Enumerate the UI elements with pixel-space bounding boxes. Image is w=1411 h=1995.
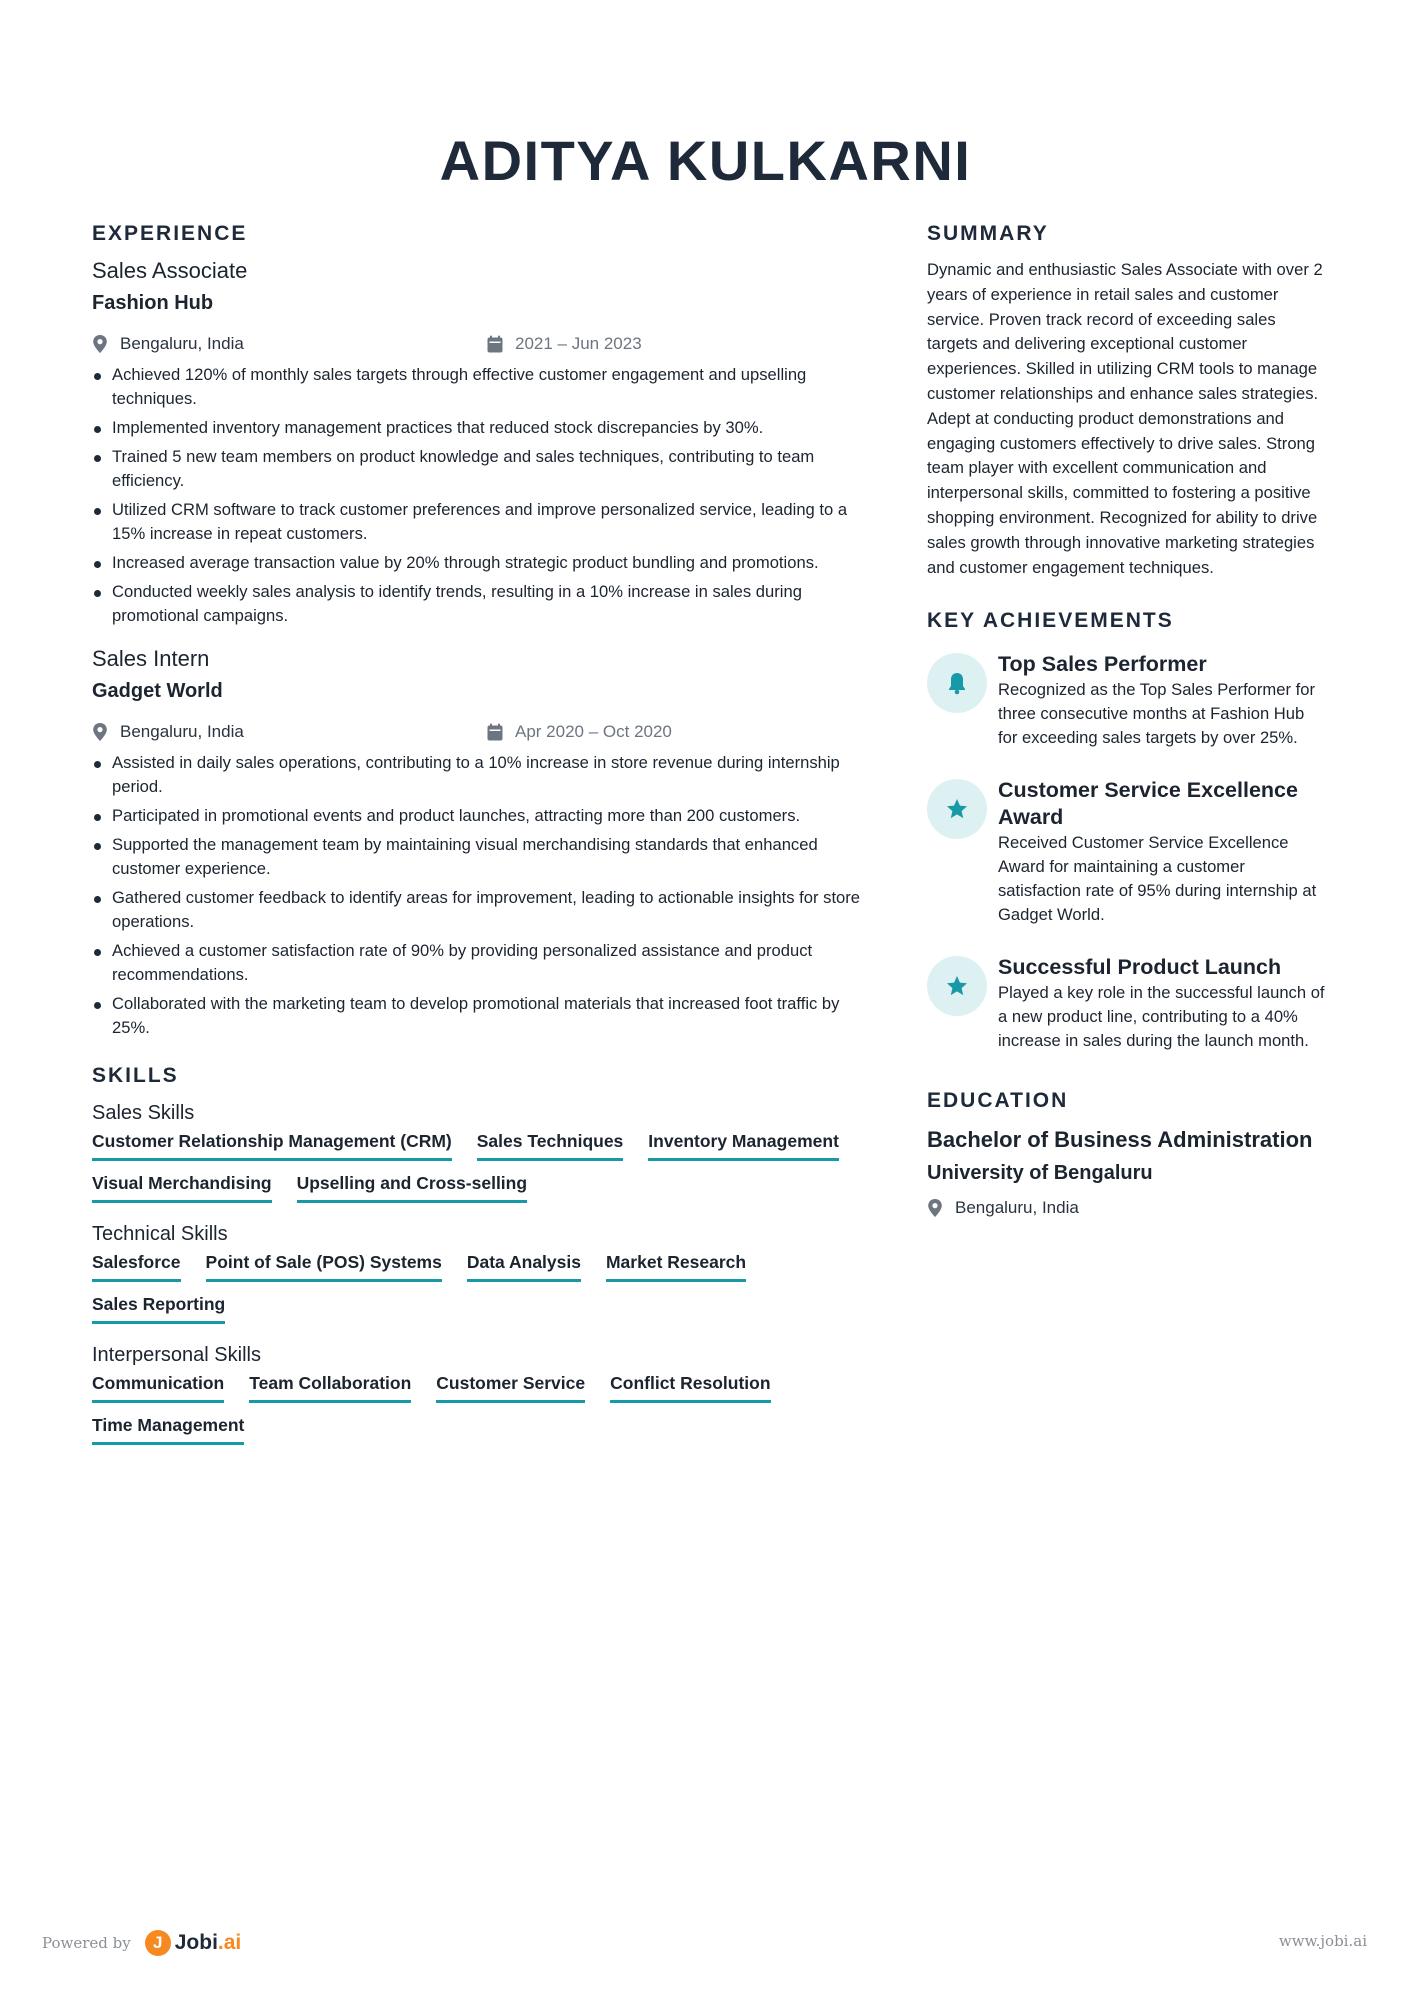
achievements-heading: KEY ACHIEVEMENTS (927, 609, 1174, 633)
company-name: Gadget World (92, 680, 223, 702)
skill-tag: Communication (92, 1371, 224, 1403)
job-bullet-text: Collaborated with the marketing team to develop promotional materials that increased foot traffic by 25%. (112, 994, 840, 1037)
bullet-dot-icon (94, 949, 101, 956)
skill-tag-list (92, 1129, 862, 1203)
right-column (927, 222, 1327, 1219)
jobi-logo-text (175, 1931, 242, 1955)
skill-tag: Inventory Management (648, 1129, 839, 1161)
job-location: Bengaluru, India (120, 722, 244, 741)
bell-icon (927, 653, 987, 713)
bullet-dot-icon (94, 426, 101, 433)
achievement-item (927, 954, 1327, 1053)
job-bullet (92, 445, 862, 493)
skill-tag: Team Collaboration (249, 1371, 411, 1403)
jobi-logo[interactable] (145, 1930, 242, 1956)
experience-list (92, 258, 862, 1040)
job-bullet (92, 498, 862, 546)
job-meta-row (92, 333, 862, 355)
education-location-row (927, 1197, 1327, 1219)
education-location: Bengaluru, India (955, 1198, 1079, 1218)
skill-tag: Customer Service (436, 1371, 585, 1403)
bullet-dot-icon (94, 590, 101, 597)
candidate-name: ADITYA KULKARNI (439, 129, 972, 192)
job-bullet-text: Trained 5 new team members on product knowledge and sales techniques, contributing to team efficiency. (112, 447, 815, 490)
powered-by (42, 1930, 241, 1956)
bullet-dot-icon (94, 1002, 101, 1009)
job-dates: Apr 2020 – Oct 2020 (515, 722, 672, 741)
job-date-group (487, 334, 642, 354)
job-bullet (92, 992, 862, 1040)
achievement-body (998, 954, 1327, 1053)
location-pin-icon (927, 1199, 943, 1217)
skills-heading: SKILLS (92, 1064, 179, 1087)
skill-tag: Time Management (92, 1413, 244, 1445)
achievement-title: Top Sales Performer (998, 652, 1207, 677)
job-date-group (487, 722, 672, 742)
experience-heading: EXPERIENCE (92, 222, 248, 245)
job-bullet (92, 580, 862, 628)
job-entry (92, 258, 862, 628)
bullet-dot-icon (94, 814, 101, 821)
achievement-body (998, 651, 1327, 750)
skill-tag: Customer Relationship Management (CRM) (92, 1129, 452, 1161)
bullet-dot-icon (94, 508, 101, 515)
bullet-dot-icon (94, 896, 101, 903)
powered-by-label: Powered by (42, 1934, 131, 1952)
star-icon (927, 779, 987, 839)
skill-tag-list (92, 1250, 862, 1324)
job-bullet (92, 804, 862, 828)
calendar-icon (487, 723, 503, 741)
job-location-group (92, 722, 487, 742)
achievement-title: Customer Service Excellence Award (998, 778, 1298, 830)
achievement-item (927, 651, 1327, 750)
job-bullet-text: Supported the management team by maintaining visual merchandising standards that enhanced customer experience. (112, 835, 818, 878)
skill-tag: Visual Merchandising (92, 1171, 272, 1203)
skill-tag: Point of Sale (POS) Systems (206, 1250, 442, 1282)
jobi-logo-icon: J (145, 1930, 171, 1956)
skill-tag: Sales Reporting (92, 1292, 225, 1324)
skill-tag: Conflict Resolution (610, 1371, 770, 1403)
bullet-dot-icon (94, 373, 101, 380)
skill-tag: Salesforce (92, 1250, 181, 1282)
skill-tag: Market Research (606, 1250, 746, 1282)
job-bullet-text: Achieved a customer satisfaction rate of 90% by providing personalized assistance and product recommendations. (112, 941, 813, 984)
bullet-dot-icon (94, 843, 101, 850)
company-name: Fashion Hub (92, 292, 214, 314)
job-bullet-text: Implemented inventory management practices that reduced stock discrepancies by 30%. (112, 418, 764, 437)
job-entry (92, 646, 862, 1040)
job-dates: 2021 – Jun 2023 (515, 334, 642, 353)
job-bullet-text: Increased average transaction value by 20% through strategic product bundling and promotions. (112, 553, 819, 572)
education-degree: Bachelor of Business Administration (927, 1127, 1313, 1153)
job-bullet-text: Achieved 120% of monthly sales targets through effective customer engagement and upselling techniques. (112, 365, 807, 408)
website-link[interactable]: www.jobi.ai (1278, 1932, 1367, 1950)
bullet-dot-icon (94, 455, 101, 462)
star-icon (927, 956, 987, 1016)
logo-main: Jobi (174, 1931, 218, 1954)
education-school: University of Bengaluru (927, 1162, 1153, 1185)
achievement-description: Played a key role in the successful launch of a new product line, contributing to a 40% increase in sales during the launch month. (998, 983, 1325, 1051)
job-bullet-text: Gathered customer feedback to identify areas for improvement, leading to actionable insights for store operations. (112, 888, 861, 931)
logo-suffix: .ai (217, 1931, 242, 1954)
job-bullet (92, 551, 862, 575)
achievement-description: Recognized as the Top Sales Performer for three consecutive months at Fashion Hub for exceeding sales targets by over 25%. (998, 680, 1315, 748)
job-bullet-text: Assisted in daily sales operations, contributing to a 10% increase in store revenue during internship period. (112, 753, 840, 796)
skill-tag: Sales Techniques (477, 1129, 624, 1161)
bullet-dot-icon (94, 561, 101, 568)
achievement-body (998, 777, 1327, 927)
summary-heading: SUMMARY (927, 222, 1049, 245)
bullet-dot-icon (94, 761, 101, 768)
location-pin-icon (92, 335, 108, 353)
job-bullet (92, 416, 862, 440)
job-location-group (92, 334, 487, 354)
achievements-list (927, 651, 1327, 1053)
skill-groups (92, 1102, 862, 1445)
job-bullet-list (92, 363, 862, 628)
skill-group-title: Interpersonal Skills (92, 1344, 261, 1366)
skill-tag-list (92, 1371, 862, 1445)
left-column (92, 222, 862, 1445)
education-heading: EDUCATION (927, 1089, 1069, 1113)
job-title: Sales Intern (92, 646, 210, 671)
summary-text: Dynamic and enthusiastic Sales Associate with over 2 years of experience in retail sales and customer service. Proven track record of exceeding sales targets and delivering exceptional customer experiences. Skilled in utilizing CRM tools to manage customer relationships and enhance sales strategies. Adept at conducting product demonstrations and engaging customers effectively to drive sales. Strong team player with excellent communication and interpersonal skills, committed to fostering a positive shopping environment. Recognized for ability to drive sales growth through innovative marketing strategies and customer engagement techniques. (927, 260, 1323, 577)
job-bullet (92, 751, 862, 799)
calendar-icon (487, 335, 503, 353)
job-location: Bengaluru, India (120, 334, 244, 353)
location-pin-icon (92, 723, 108, 741)
job-title: Sales Associate (92, 258, 248, 283)
achievement-title: Successful Product Launch (998, 955, 1282, 980)
job-bullet-text: Participated in promotional events and product launches, attracting more than 200 customers. (112, 806, 801, 825)
achievement-description: Received Customer Service Excellence Award for maintaining a customer satisfaction rate of 95% during internship at Gadget World. (998, 833, 1317, 925)
achievement-item (927, 777, 1327, 927)
skill-group-title: Sales Skills (92, 1102, 195, 1124)
job-bullet (92, 363, 862, 411)
job-bullet (92, 833, 862, 881)
job-bullet-text: Conducted weekly sales analysis to identify trends, resulting in a 10% increase in sales during promotional campaigns. (112, 582, 802, 625)
job-meta-row (92, 721, 862, 743)
job-bullet (92, 939, 862, 987)
job-bullet-text: Utilized CRM software to track customer preferences and improve personalized service, leading to a 15% increase in repeat customers. (112, 500, 848, 543)
job-bullet-list (92, 751, 862, 1040)
skill-tag: Data Analysis (467, 1250, 581, 1282)
skill-group-title: Technical Skills (92, 1223, 228, 1245)
job-bullet (92, 886, 862, 934)
skill-tag: Upselling and Cross-selling (297, 1171, 527, 1203)
